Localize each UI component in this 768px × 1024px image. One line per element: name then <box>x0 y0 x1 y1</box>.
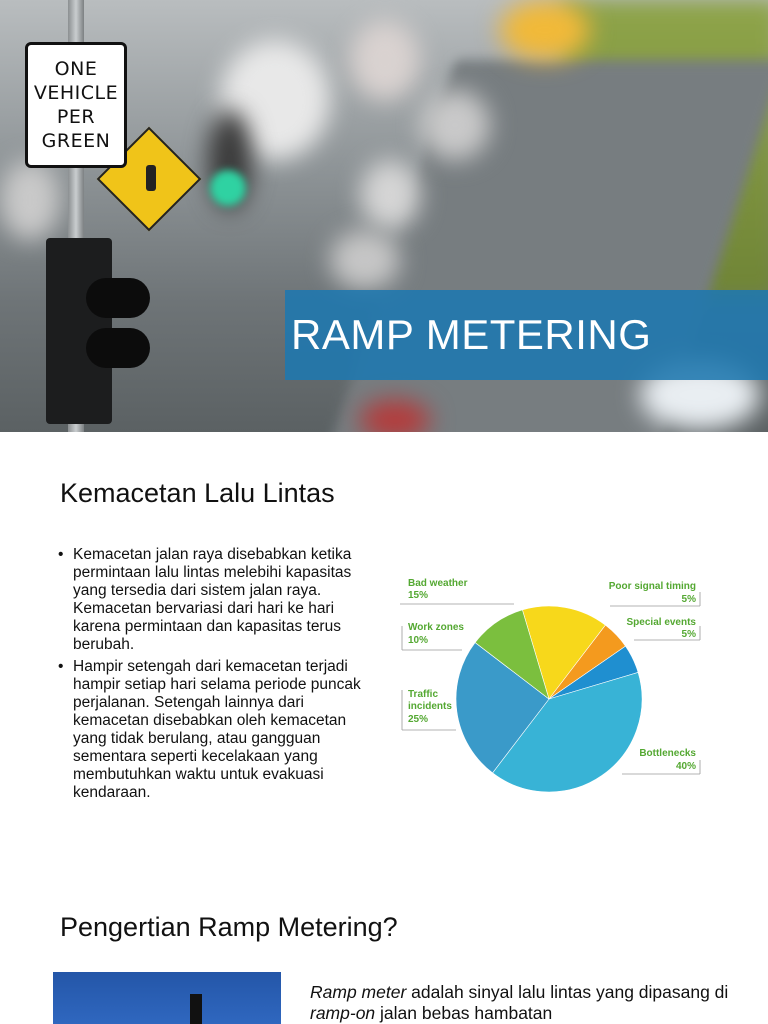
blurred-vehicle <box>350 20 420 100</box>
warning-sign-symbol <box>146 165 156 191</box>
section-heading-congestion: Kemacetan Lalu Lintas <box>60 478 335 508</box>
slice-pct: 5% <box>681 594 696 605</box>
slice-label: Bad weather <box>408 578 468 589</box>
section-heading-definition: Pengertian Ramp Metering? <box>60 912 398 942</box>
slice-pct: 25% <box>408 714 429 725</box>
blurred-vehicle <box>360 160 420 230</box>
pie-slices <box>456 606 642 792</box>
term-ramp-on: ramp-on <box>310 1003 376 1023</box>
one-vehicle-per-green-sign <box>25 42 127 168</box>
congestion-bullet-list <box>58 546 370 806</box>
term-ramp-meter: Ramp meter <box>310 982 407 1002</box>
bullet-item: • Kemacetan jalan raya disebabkan ketika permintaan lalu lintas melebihi kapasitas yang tersedia dari sistem jalan raya. Kemacetan bervariasi dari hari ke hari karena permintaan dan kapasitas terus berubah. <box>58 546 370 654</box>
definition-paragraph <box>310 982 730 1024</box>
blurred-taillight <box>360 400 430 432</box>
slice-label: Special events <box>626 617 696 628</box>
slice-label: Work zones <box>408 622 464 633</box>
slice-pct: 40% <box>675 761 696 772</box>
slice-pct: 15% <box>408 590 429 601</box>
ramp-meter-photo <box>53 972 281 1024</box>
para-text: jalan bebas hambatan <box>375 1003 553 1023</box>
slice-label: incidents <box>408 701 452 712</box>
slice-label: Poor signal timing <box>608 581 696 592</box>
blurred-vehicle <box>330 230 400 290</box>
para-text: adalah sinyal lalu lintas yang dipasang di <box>406 982 729 1002</box>
congestion-causes-pie-chart <box>396 570 706 810</box>
title-banner <box>285 290 768 380</box>
photo-signal-post <box>190 994 202 1024</box>
slice-label: Bottlenecks <box>639 748 696 759</box>
green-light-glow <box>210 170 246 206</box>
blurred-vehicle <box>0 160 60 240</box>
slice-label: Traffic <box>408 689 439 700</box>
slice-pct: 10% <box>408 635 429 646</box>
blurred-vehicle <box>500 0 590 60</box>
bullet-item: • Hampir setengah dari kemacetan terjadi hampir setiap hari selama periode puncak perjalanan. Setengah lainnya dari kemacetan disebabkan oleh kemacetan yang tidak berulang, atau gangguan sementara seperti kecelakaan yang membutuhkan waktu untuk evakuasi kendaraan. <box>58 658 370 802</box>
signal-lamp-top <box>86 278 150 318</box>
blurred-vehicle <box>420 90 490 160</box>
slice-pct: 5% <box>681 629 696 640</box>
hero-image <box>0 0 768 432</box>
signal-lamp-bottom <box>86 328 150 368</box>
sign-text: ONE VEHICLE PER GREEN <box>33 58 119 152</box>
page-title: RAMP METERING <box>291 311 652 358</box>
